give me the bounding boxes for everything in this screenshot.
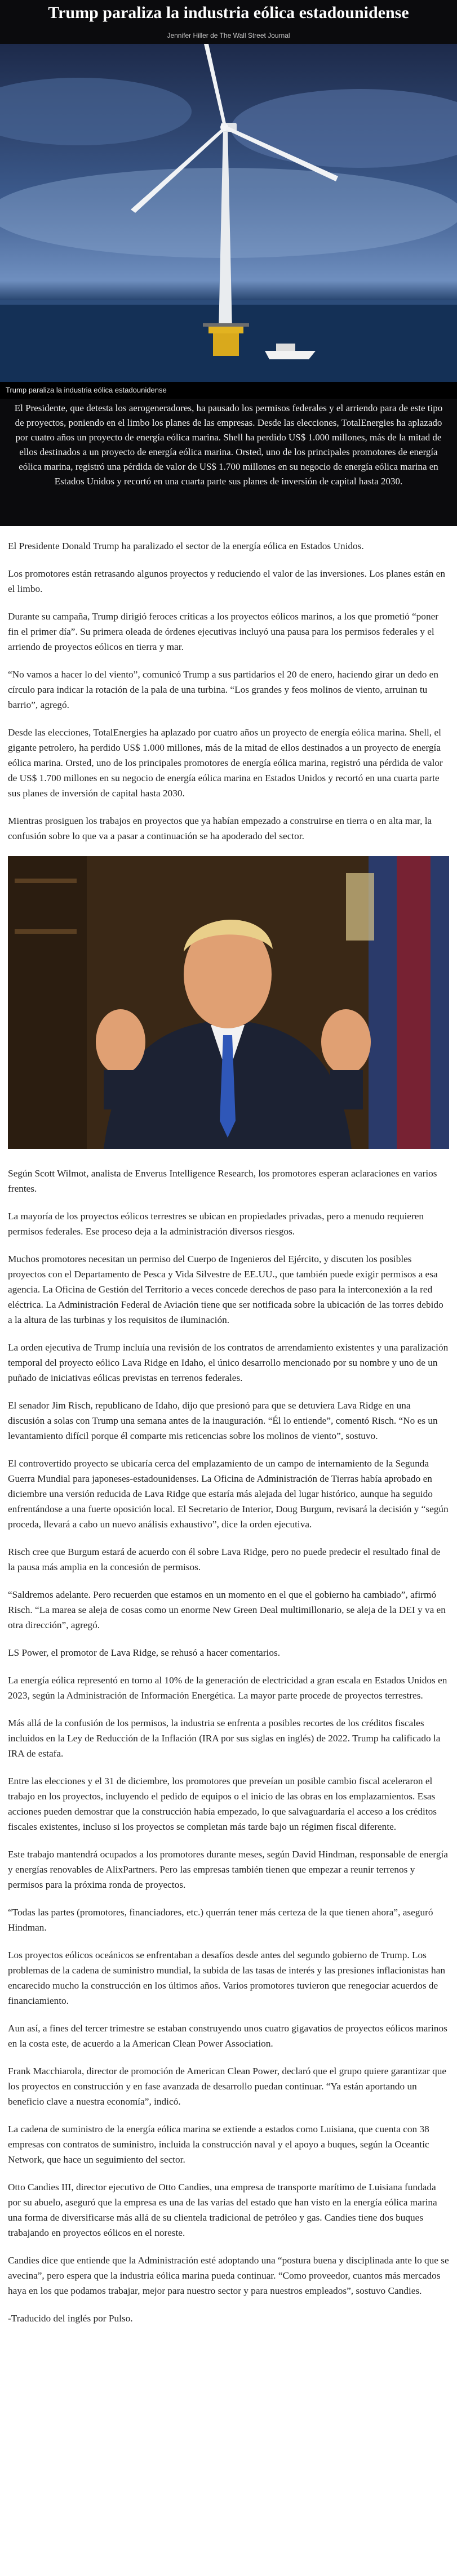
paragraph: Los proyectos eólicos oceánicos se enfrentaban a desafíos desde antes del segundo gobierno de Trump. Los problemas de la cadena de suministro mundial, la subida de las tasas de interés y las presiones inflacionistas han encarecido mucho la construcción en los últimos años. Varios promotores tuvieron que renegociar acuerdos de financiamiento. [8, 1950, 446, 2006]
paragraph: La cadena de suministro de la energía eólica marina se extiende a estados como Luisiana, que cuenta con 38 empresas con contratos de suministro, incluida la construcción naval y el apoyo a buques, según la Oceantic Network, que hace un seguimiento del sector. [8, 2124, 429, 2165]
hero-section [0, 0, 457, 526]
headline: Trump paraliza la industria eólica estadounidense [48, 3, 409, 22]
wind-turbine-photo [0, 44, 457, 382]
paragraph: Frank Macchiarola, director de promoción de American Clean Power, declaró que el grupo quiere garantizar que los proyectos en construcción y en fase avanzada de desarrollo puedan continuar. “Ya están aportando un beneficio clave a nuestra economía”, indicó. [8, 2066, 447, 2107]
byline: Jennifer Hiller de The Wall Street Journal [167, 32, 290, 39]
paragraph: “Saldremos adelante. Pero recuerden que estamos en un momento en el que el gobierno ha cambiado”, afirmó Risch. “La marea se aleja de cosas como un enorme New Green Deal multimillonario, se aleja de la DEI y va en otra dirección”, agregó. [8, 1589, 446, 1630]
paragraph: Muchos promotores necesitan un permiso del Cuerpo de Ingenieros del Ejército, y discuten los posibles proyectos con el Departamento de Pesca y Vida Silvestre de EE.UU., que también puede exigir permisos a esa agencia. La Oficina de Gestión del Territorio a veces concede derechos de paso para la interconexión a la red eléctrica. La Administración Federal de Aviación tiene que ser notificada sobre la ubicación de las torres debido a la altura de las turbinas y los requisitos de iluminación. [8, 1254, 443, 1325]
paragraph: La energía eólica representó en torno al 10% de la generación de electricidad a gran escala en Estados Unidos en 2023, según la Administración de Información Energética. La mayor parte procede de proyectos terrestres. [8, 1675, 447, 1701]
paragraph: Otto Candies III, director ejecutivo de Otto Candies, una empresa de transporte marítimo de Luisiana fundada por su abuelo, aseguró que la empresa es una de las varias del estado que han visto en la energía eólica marina una forma de diversificarse más allá de su clientela tradicional de petróleo y gas. Candies tiene dos buques trabajando en proyectos eólicos en el noreste. [8, 2182, 437, 2238]
paragraph: Candies dice que entiende que la Administración esté adoptando una “postura buena y disciplinada ante lo que se avecina”, pero espera que la industria eólica marina pueda continuar. “Como proveedor, cuantos más mercados haya en los que podamos trabajar, mejor para nuestro sector y para nuestros empleados”, sostuvo Candies. [8, 2255, 449, 2296]
paragraph: El Presidente Donald Trump ha paralizado el sector de la energía eólica en Estados Unidos. [8, 541, 364, 551]
article-body [0, 526, 457, 2326]
summary-text: El Presidente, que detesta los aerogeneradores, ha pausado los permisos federales y el arriendo para de este tipo de proyectos, poniendo en el limbo los planes de las empresas. Desde las elecciones, TotalEnergies ha aplazado por cuatro años un proyecto de energía eólica marina. Shell ha perdido US$ 1.000 millones, más de la mitad de ellos destinados a un proyecto de energía eólica marina. Orsted, uno de los principales promotores de energía eólica marina, registró una pérdida de valor de US$ 1.700 millones en su negocio de energía eólica marina en Estados Unidos y recortó en una cuarta parte sus planes de inversión de capital hasta 2030. [14, 403, 443, 487]
photo-caption: Trump paraliza la industria eólica estadounidense [0, 382, 457, 399]
paragraph: Durante su campaña, Trump dirigió feroces críticas a los proyectos eólicos marinos, a los que prometió “poner fin el primer día”. Su primera oleada de órdenes ejecutivas incluyó una pausa para los permisos federales y el arriendo de proyectos eólicos en tierra y mar. [8, 611, 439, 652]
paragraph: “Todas las partes (promotores, financiadores, etc.) querrán tener más certeza de la que tienen ahora”, aseguró Hindman. [8, 1907, 433, 1933]
paragraph: El controvertido proyecto se ubicaría cerca del emplazamiento de un campo de internamiento de la Segunda Guerra Mundial para japoneses-estadounidenses. La Oficina de Administración de Tierras había aprobado en diciembre una versión reducida de Lava Ridge que estaría más alejada del lugar histórico, aunque ha seguido enfrentándose a una fuerte oposición local. El Secretario de Interior, Doug Burgum, revisará la decisión y “según proceda, llevará a cabo un nuevo análisis exhaustivo”, dice la orden ejecutiva. [8, 1458, 449, 1530]
trump-photo [8, 856, 449, 1149]
paragraph: El senador Jim Risch, republicano de Idaho, dijo que presionó para que se detuviera Lava Ridge en una discusión a solas con Trump una semana antes de la inauguración. “Él lo entiende”, comentó Risch. “No es un levantamiento difícil porque él comparte mis reticencias sobre los molinos de viento”, sostuvo. [8, 1400, 438, 1441]
paragraph: La mayoría de los proyectos eólicos terrestres se ubican en propiedades privadas, pero a menudo requieren permisos federales. Ese proceso deja a la administración diversos riesgos. [8, 1211, 424, 1237]
wind-turbine-illustration [0, 44, 457, 382]
paragraph: Desde las elecciones, TotalEnergies ha aplazado por cuatro años un proyecto de energía eólica marina. Shell, el gigante petrolero, ha perdido US$ 1.000 millones, más de la mitad de ellos destinados a un proyecto de energía eólica marina. Orsted, uno de los principales promotores de energía eólica marina, registró una pérdida de valor de US$ 1.700 millones en su negocio de energía eólica marina en Estados Unidos y recortó en una cuarta parte sus planes de inversión de capital hasta 2030. [8, 727, 443, 799]
paragraph: La orden ejecutiva de Trump incluía una revisión de los contratos de arrendamiento existentes y una paralización temporal del proyecto eólico Lava Ridge en Idaho, el único desarrollo mencionado por su nombre y uno de un puñado de iniciativas eólicas previstas en terrenos federales. [8, 1342, 449, 1383]
paragraph: LS Power, el promotor de Lava Ridge, se rehusó a hacer comentarios. [8, 1647, 281, 1658]
paragraph: Este trabajo mantendrá ocupados a los promotores durante meses, según David Hindman, responsable de energía y energías renovables de AlixPartners. Pero las empresas también tienen que empezar a reunir terrenos y permisos para la próxima ronda de proyectos. [8, 1849, 448, 1890]
paragraph: Entre las elecciones y el 31 de diciembre, los promotores que preveían un posible cambio fiscal aceleraron el trabajo en los proyectos, incluyendo el pedido de equipos o el inicio de las obras en los emplazamientos. Esas acciones pueden demostrar que la construcción había empezado, lo que salvaguardaría el acceso a los créditos fiscales existentes, incluso si los proyectos se completan más tarde bajo un régimen fiscal diferente. [8, 1776, 437, 1832]
paragraph: “No vamos a hacer lo del viento”, comunicó Trump a sus partidarios el 20 de enero, haciendo girar un dedo en círculo para indicar la rotación de la pala de una turbina. “Los grandes y feos molinos de viento, arruinan tu barrio”, agregó. [8, 669, 438, 710]
paragraph: Según Scott Wilmot, analista de Enverus Intelligence Research, los promotores esperan aclaraciones en varios frentes. [8, 1168, 437, 1194]
paragraph: Aun así, a fines del tercer trimestre se estaban construyendo unos cuatro gigavatios de proyectos eólicos marinos en la costa este, de acuerdo a la American Clean Power Association. [8, 2023, 447, 2049]
paragraph: Más allá de la confusión de los permisos, la industria se enfrenta a posibles recortes de los créditos fiscales incluidos en la Ley de Reducción de la Inflación (IRA por sus siglas en inglés) de 2022. Trump ha calificado la IRA de estafa. [8, 1718, 441, 1759]
translation-note: -Traducido del inglés por Pulso. [8, 2313, 133, 2324]
trump-portrait-illustration [8, 856, 449, 1149]
paragraph: Los promotores están retrasando algunos proyectos y reduciendo el valor de las inversiones. Los planes están en el limbo. [8, 568, 445, 594]
paragraph: Risch cree que Burgum estará de acuerdo con él sobre Lava Ridge, pero no puede predecir el resultado final de la pausa más amplia en la concesión de permisos. [8, 1547, 441, 1572]
paragraph: Mientras prosiguen los trabajos en proyectos que ya habían empezado a construirse en tierra o en alta mar, la confusión sobre lo que va a pasar a continuación se ha apoderado del sector. [8, 815, 432, 841]
